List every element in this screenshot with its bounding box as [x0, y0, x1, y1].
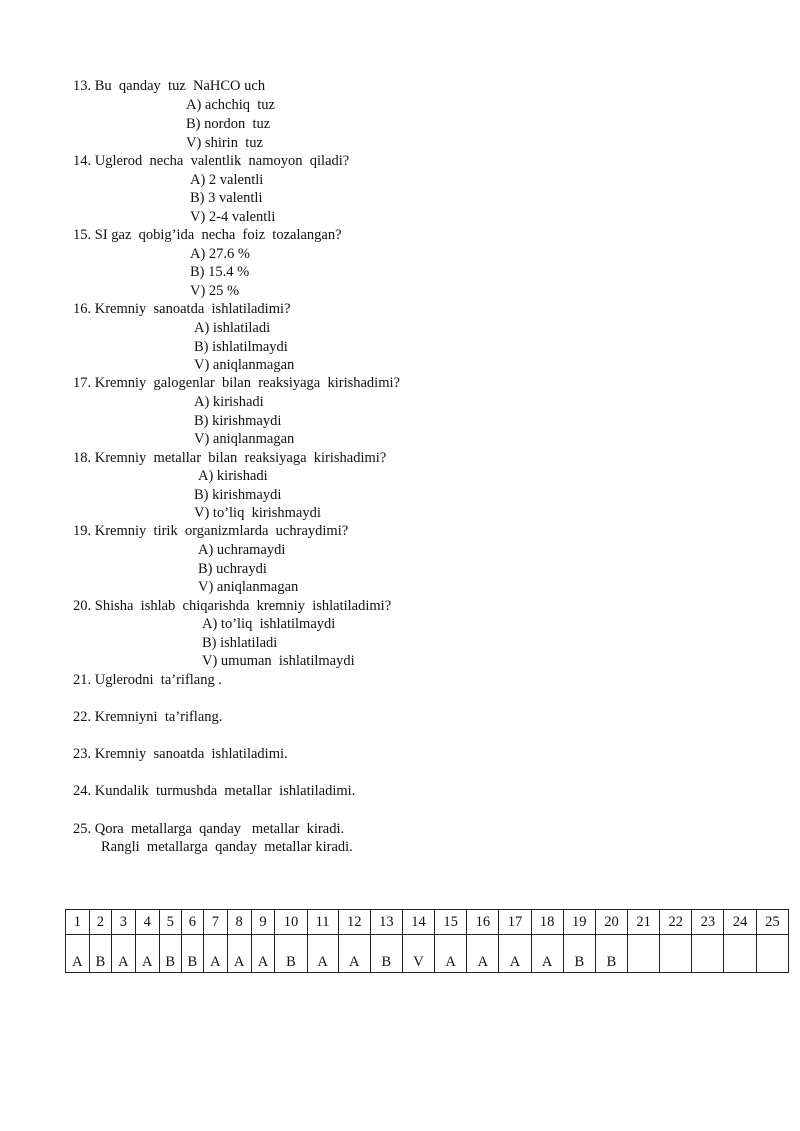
answer-letter-cell: V: [402, 935, 434, 973]
answer-number-cell: 10: [275, 910, 307, 935]
answer-number-cell: 9: [251, 910, 275, 935]
answer-letter-cell: A: [499, 935, 531, 973]
q20-option-b: B) ishlatiladi: [202, 635, 278, 651]
q19-option-a: A) uchramaydi: [198, 542, 286, 558]
answer-number-cell: 1: [66, 910, 90, 935]
answer-letter-cell: B: [89, 935, 111, 973]
answer-number-cell: 11: [307, 910, 338, 935]
answer-letter-cell: A: [227, 935, 251, 973]
q15-option-v: V) 25 %: [190, 283, 240, 299]
answer-letter-cell: B: [370, 935, 402, 973]
question-25: 25. Qora metallarga qanday metallar kiradi.: [73, 821, 345, 837]
q19-option-b: B) uchraydi: [198, 561, 267, 577]
question-18: 18. Kremniy metallar bilan reaksiyaga kirishadimi?: [73, 450, 387, 466]
answer-number-cell: 2: [89, 910, 111, 935]
q18-option-v: V) to’liq kirishmaydi: [194, 505, 321, 521]
answer-letter-cell: [724, 935, 756, 973]
answer-number-cell: 24: [724, 910, 756, 935]
answer-number-cell: 14: [402, 910, 434, 935]
question-17: 17. Kremniy galogenlar bilan reaksiyaga kirishadimi?: [73, 375, 400, 391]
answer-letter-cell: A: [203, 935, 227, 973]
answer-number-cell: 8: [227, 910, 251, 935]
answer-number-cell: 20: [595, 910, 627, 935]
answer-letter-cell: A: [66, 935, 90, 973]
question-19: 19. Kremniy tirik organizmlarda uchraydimi?: [73, 523, 349, 539]
answer-number-cell: 4: [135, 910, 159, 935]
answer-number-cell: 17: [499, 910, 531, 935]
question-25-part-2: Rangli metallarga qanday metallar kiradi.: [101, 839, 353, 855]
answer-number-row: [66, 910, 789, 935]
q20-option-v: V) umuman ishlatilmaydi: [202, 653, 355, 669]
q17-option-a: A) kirishadi: [194, 394, 264, 410]
question-14: 14. Uglerod necha valentlik namoyon qiladi?: [73, 153, 350, 169]
question-15: 15. SI gaz qobig’ida necha foiz tozalangan?: [73, 227, 342, 243]
answer-number-cell: 15: [435, 910, 467, 935]
answer-number-cell: 18: [531, 910, 563, 935]
answer-letter-cell: A: [251, 935, 275, 973]
answer-number-cell: 3: [111, 910, 135, 935]
q17-option-v: V) aniqlanmagan: [194, 431, 295, 447]
q14-option-a: A) 2 valentli: [190, 172, 264, 188]
answer-letter-cell: [756, 935, 788, 973]
answer-number-cell: 16: [467, 910, 499, 935]
q16-option-v: V) aniqlanmagan: [194, 357, 295, 373]
answer-number-cell: 5: [159, 910, 181, 935]
q14-option-v: V) 2-4 valentli: [190, 209, 276, 225]
answer-letter-cell: B: [181, 935, 203, 973]
answer-letter-cell: A: [531, 935, 563, 973]
answer-letter-cell: A: [467, 935, 499, 973]
q17-option-b: B) kirishmaydi: [194, 413, 282, 429]
answer-number-cell: 19: [563, 910, 595, 935]
q15-option-a: A) 27.6 %: [190, 246, 251, 262]
answer-letter-cell: A: [435, 935, 467, 973]
q16-option-b: B) ishlatilmaydi: [194, 339, 288, 355]
answer-number-cell: 22: [660, 910, 692, 935]
q18-option-a: A) kirishadi: [198, 468, 268, 484]
q15-option-b: B) 15.4 %: [190, 264, 250, 280]
answer-letter-cell: A: [338, 935, 370, 973]
q13-option-a: A) achchiq tuz: [186, 97, 275, 113]
question-21: 21. Uglerodni ta’riflang .: [73, 672, 222, 688]
answer-number-cell: 12: [338, 910, 370, 935]
answer-key-table: [65, 909, 789, 973]
answer-letter-cell: A: [111, 935, 135, 973]
answer-number-cell: 21: [628, 910, 660, 935]
answer-letter-cell: B: [275, 935, 307, 973]
answer-number-cell: 25: [756, 910, 788, 935]
q16-option-a: A) ishlatiladi: [194, 320, 271, 336]
question-16: 16. Kremniy sanoatda ishlatiladimi?: [73, 301, 291, 317]
answer-letter-cell: [628, 935, 660, 973]
question-23: 23. Kremniy sanoatda ishlatiladimi.: [73, 746, 288, 762]
answer-letter-cell: [660, 935, 692, 973]
q18-option-b: B) kirishmaydi: [194, 487, 282, 503]
question-22: 22. Kremniyni ta’riflang.: [73, 709, 223, 725]
answer-letter-row: [66, 935, 789, 973]
q13-option-b: B) nordon tuz: [186, 116, 271, 132]
q13-option-v: V) shirin tuz: [186, 135, 263, 151]
answer-letter-cell: B: [563, 935, 595, 973]
answer-number-cell: 23: [692, 910, 724, 935]
answer-letter-cell: B: [159, 935, 181, 973]
answer-letter-cell: A: [307, 935, 338, 973]
q19-option-v: V) aniqlanmagan: [198, 579, 299, 595]
question-20: 20. Shisha ishlab chiqarishda kremniy ishlatiladimi?: [73, 598, 392, 614]
answer-number-cell: 7: [203, 910, 227, 935]
answer-letter-cell: B: [595, 935, 627, 973]
question-13: 13. Bu qanday tuz NaHCO uch: [73, 78, 266, 94]
answer-number-cell: 13: [370, 910, 402, 935]
answer-letter-cell: [692, 935, 724, 973]
q14-option-b: B) 3 valentli: [190, 190, 263, 206]
answer-number-cell: 6: [181, 910, 203, 935]
question-24: 24. Kundalik turmushda metallar ishlatiladimi.: [73, 783, 356, 799]
q20-option-a: A) to’liq ishlatilmaydi: [202, 616, 336, 632]
answer-letter-cell: A: [135, 935, 159, 973]
